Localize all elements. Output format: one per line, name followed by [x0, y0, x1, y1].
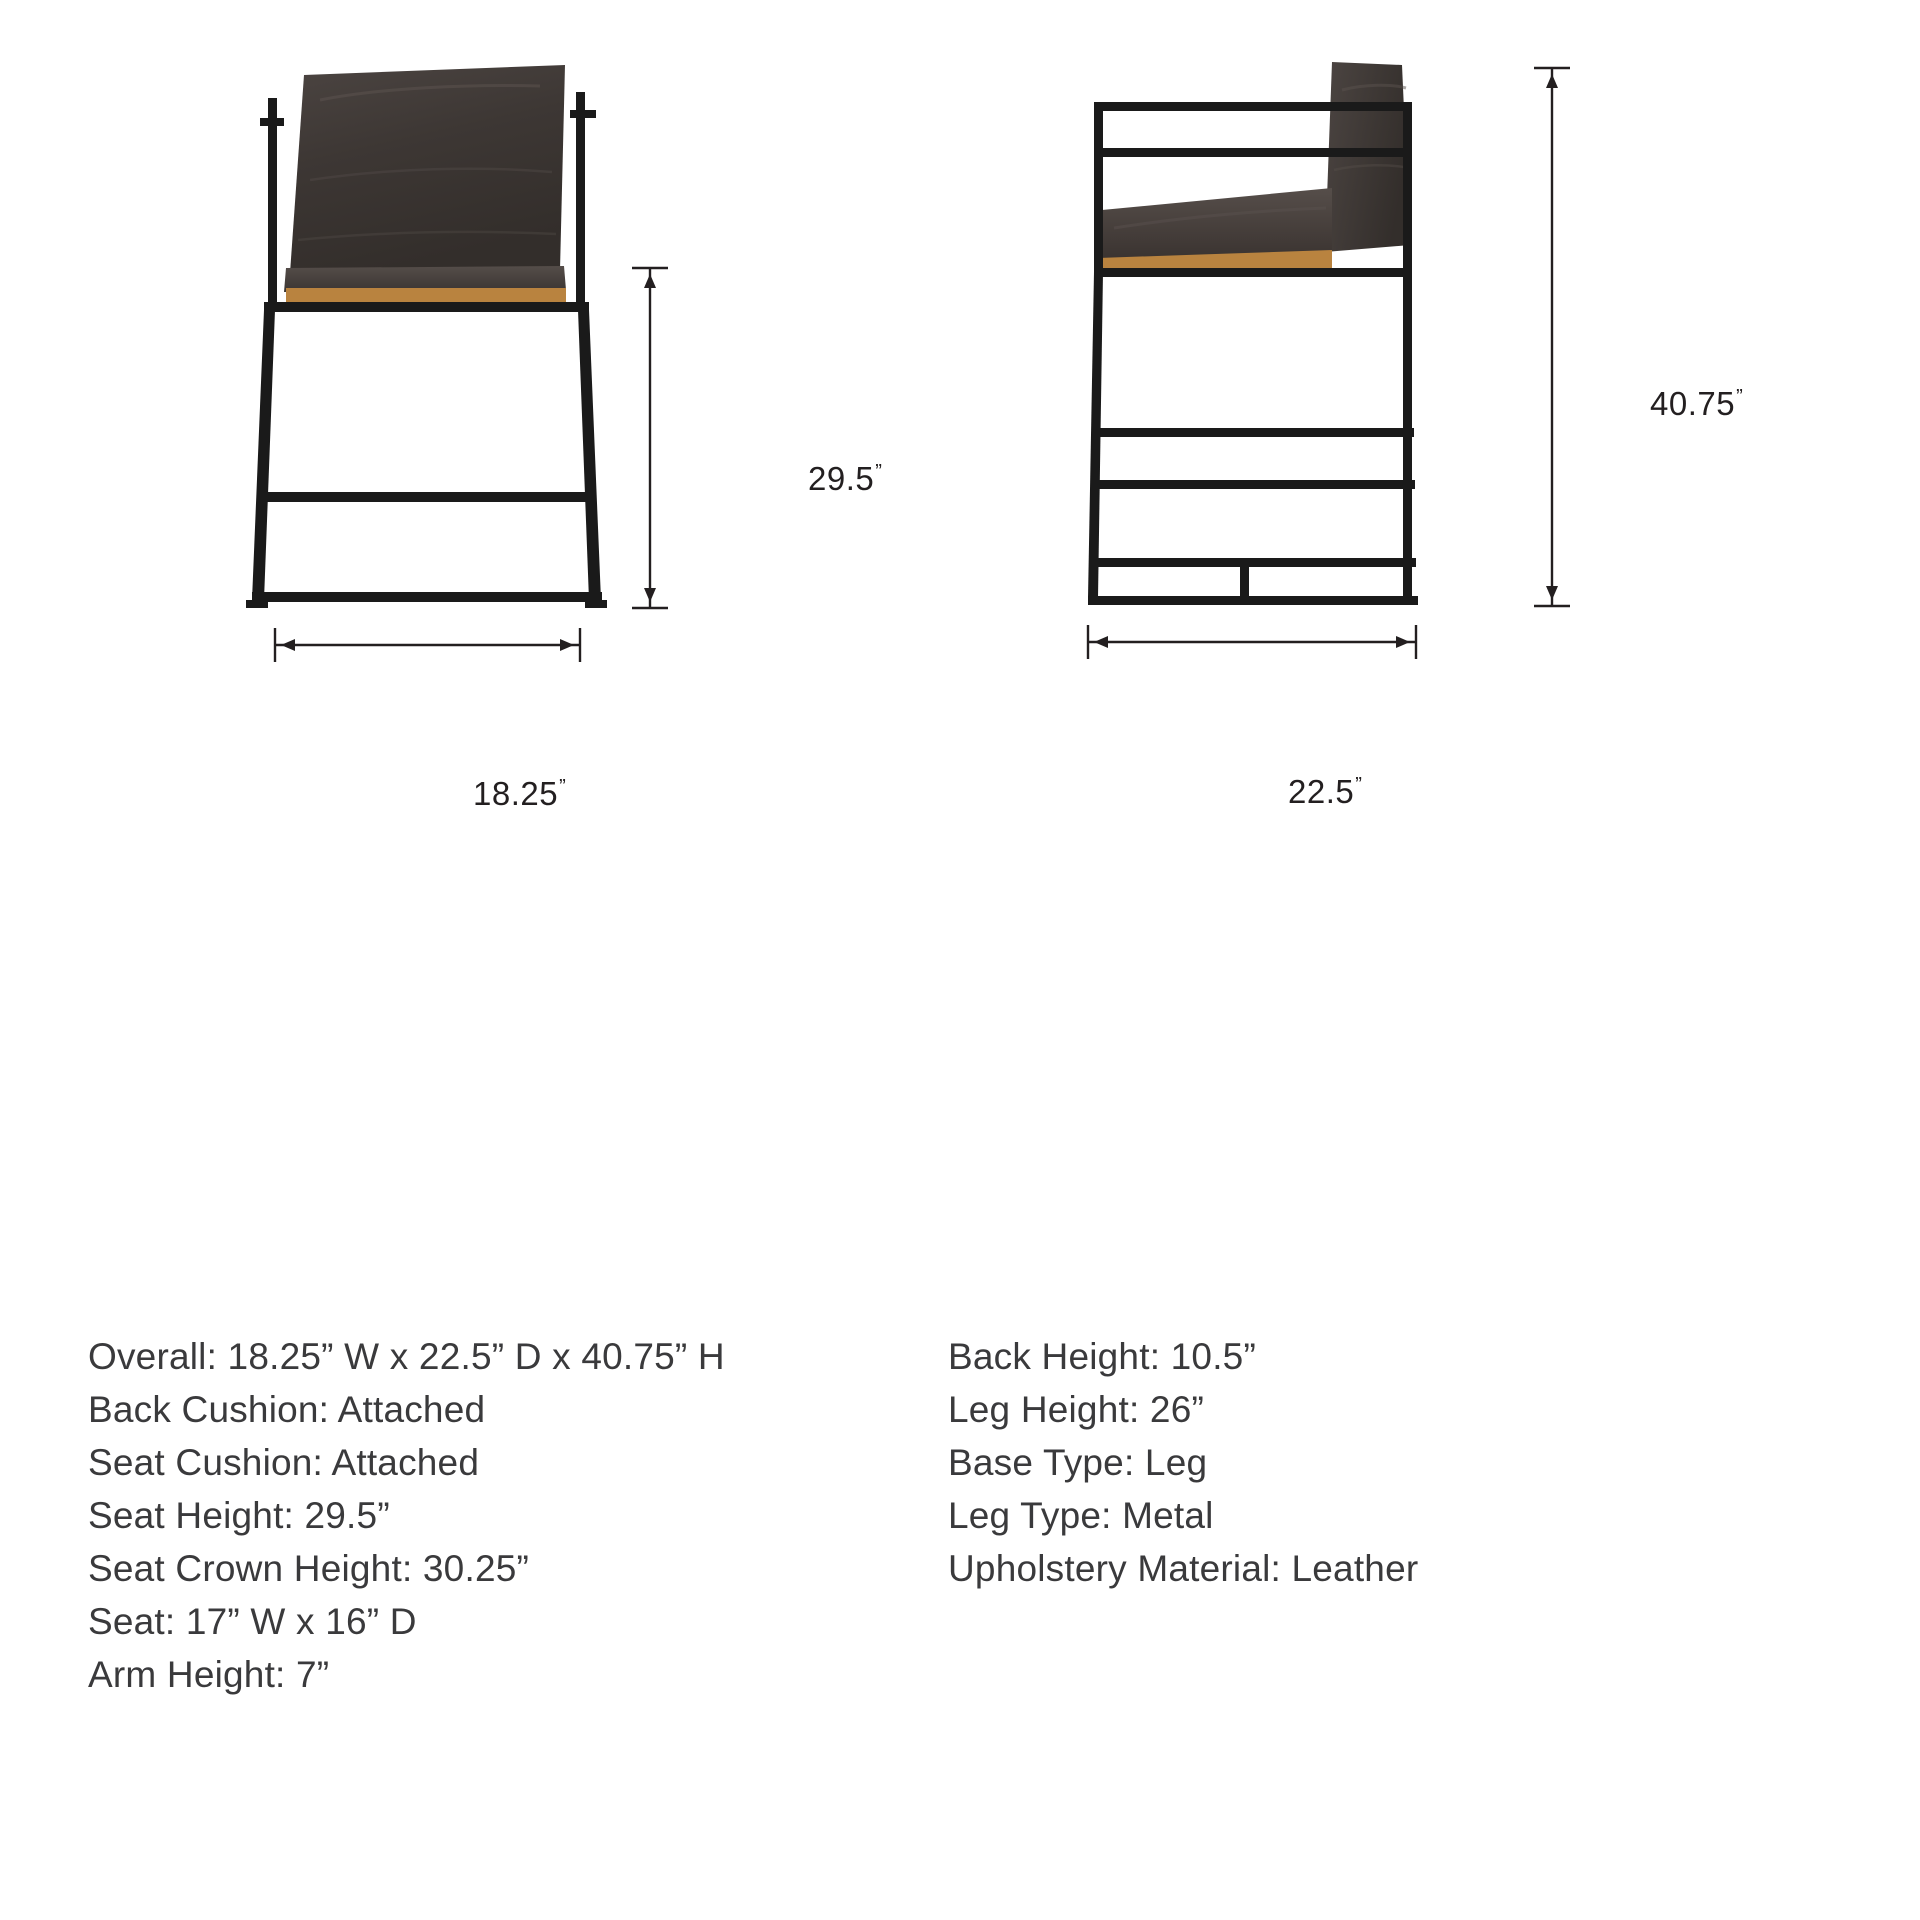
spec-arm-height: Arm Height: 7” — [88, 1654, 330, 1695]
lower-stretcher-side — [1090, 558, 1416, 567]
side-depth-dimension-label: 22.5” — [1288, 773, 1363, 810]
bottom-stretcher — [252, 592, 602, 602]
spec-back-cushion: Back Cushion: Attached — [88, 1389, 486, 1430]
front-height-dimension-label: 29.5” — [808, 460, 883, 497]
bottom-rail-side — [1088, 596, 1418, 605]
seat-frame-rail — [264, 302, 589, 312]
spec-overall: Overall: 18.25” W x 22.5” D x 40.75” H — [88, 1336, 725, 1377]
frame-upright-back — [1403, 102, 1412, 602]
arm-upright-front — [1094, 102, 1103, 272]
arm-return-right — [570, 110, 596, 118]
spec-base-type: Base Type: Leg — [948, 1442, 1208, 1483]
specifications-right-column — [948, 1330, 1748, 1701]
front-view-illustration — [240, 40, 1000, 860]
footrest-rail-lower-side — [1091, 480, 1415, 489]
side-view-illustration — [1080, 40, 1880, 870]
spec-seat-dimensions: Seat: 17” W x 16” D — [88, 1601, 417, 1642]
frame-upright-right — [576, 92, 585, 302]
spec-upholstery-material: Upholstery Material: Leather — [948, 1548, 1419, 1589]
arm-return-left — [260, 118, 284, 126]
front-width-dimension-label: 18.25” — [473, 775, 567, 812]
drawing-area — [0, 0, 1920, 900]
center-brace-side — [1240, 560, 1249, 602]
foot-right — [585, 600, 607, 608]
leg-front-left — [252, 310, 275, 600]
specifications-block — [0, 1330, 1920, 1701]
spec-seat-height: Seat Height: 29.5” — [88, 1495, 390, 1536]
seat-frame-rail-side — [1094, 268, 1412, 277]
spec-seat-cushion: Seat Cushion: Attached — [88, 1442, 480, 1483]
spec-leg-height: Leg Height: 26” — [948, 1389, 1205, 1430]
footrest-rail — [260, 492, 594, 502]
specifications-left-column — [88, 1330, 948, 1701]
arm-top-rail — [1094, 102, 1412, 111]
spec-seat-crown-height: Seat Crown Height: 30.25” — [88, 1548, 530, 1589]
frame-upright-left — [268, 98, 277, 303]
wood-seat-rail — [286, 288, 566, 302]
spec-leg-type: Leg Type: Metal — [948, 1495, 1214, 1536]
foot-left — [246, 600, 268, 608]
spec-back-height: Back Height: 10.5” — [948, 1336, 1256, 1377]
leg-front-right — [578, 310, 601, 600]
arm-second-rail — [1094, 148, 1412, 157]
footrest-rail-upper-side — [1092, 428, 1414, 437]
side-height-dimension-label: 40.75” — [1650, 385, 1744, 422]
